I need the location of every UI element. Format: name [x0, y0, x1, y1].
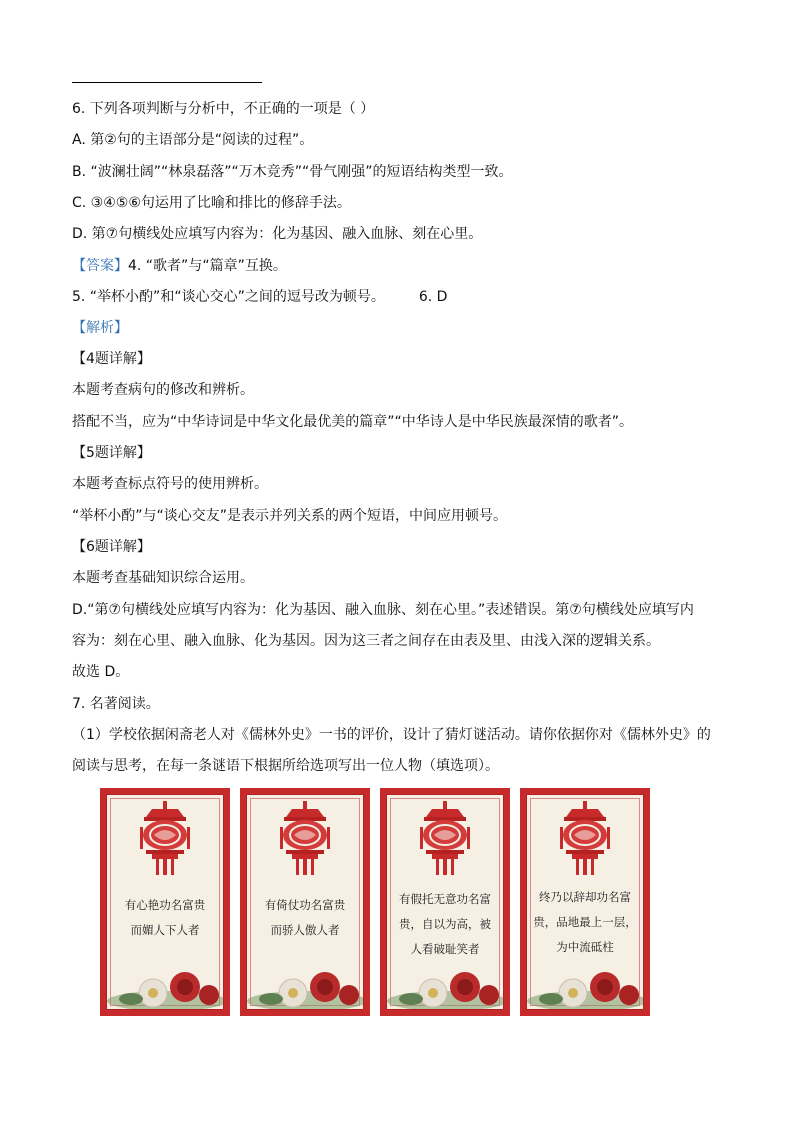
- q7-stem: 7. 名著阅读。: [72, 696, 160, 712]
- q6-option-c: C. ③④⑤⑥句运用了比喻和排比的修辞手法。: [72, 195, 351, 211]
- lantern-icon: [412, 801, 478, 875]
- riddle-card-1: [100, 788, 230, 1016]
- riddle-line: 贵，自以为高，被: [399, 917, 491, 931]
- lantern-icon: [272, 801, 338, 875]
- q6-option-a: A. 第②句的主语部分是“阅读的过程”。: [72, 132, 314, 148]
- riddle-line: 有倚仗功名富贵: [264, 898, 346, 912]
- answer-line-2: [72, 288, 447, 306]
- riddle-card-3: [380, 788, 510, 1016]
- q6-detail-text-2a: D.“第⑦句横线处应填写内容为：化为基因、融入血脉、刻在心里。”表述错误。第⑦句横线处应填写内: [72, 602, 694, 618]
- q5-detail-text-2: “举杯小酌”与“谈心交友”是表示并列关系的两个短语，中间应用顿号。: [72, 508, 508, 524]
- analysis-tag: 【解析】: [72, 320, 128, 336]
- riddle-card-4: [520, 788, 650, 1016]
- peony-flower-icon: [107, 951, 223, 1009]
- q6-option-d: D. 第⑦句横线处应填写内容为：化为基因、融入血脉、刻在心里。: [72, 226, 483, 242]
- answer-line: [72, 257, 287, 275]
- q4-detail-text-2: 搭配不当，应为“中华诗词是中华文化最优美的篇章”“中华诗人是中华民族最深情的歌者”。: [72, 414, 634, 430]
- q7-sub1-line-2: 阅读与思考，在每一条谜语下根据所给选项写出一位人物（填选项）。: [72, 758, 499, 774]
- riddle-line: 有心艳功名富贵: [124, 898, 206, 912]
- q6-detail-heading: 【6题详解】: [72, 539, 151, 555]
- q6-detail-text-1: 本题考查基础知识综合运用。: [72, 570, 254, 586]
- q6-conclusion: 故选 D。: [72, 664, 130, 680]
- q6-detail-text-2b: 容为：刻在心里、融入血脉、化为基因。因为这三者之间存在由表及里、由浅入深的逻辑关系。: [72, 633, 660, 649]
- lantern-icon: [132, 801, 198, 875]
- q6-option-b: B. “波澜壮阔”“林泉磊落”“万木竞秀”“骨气刚强”的短语结构类型一致。: [72, 164, 513, 180]
- answer-5: 5. “举杯小酌”和“谈心交心”之间的逗号改为顿号。: [72, 289, 385, 305]
- riddle-card-2: [240, 788, 370, 1016]
- lantern-icon: [552, 801, 618, 875]
- q7-sub1-line-1: （1）学校依据闲斋老人对《儒林外史》一书的评价，设计了猜灯谜活动。请你依据你对《儒林外史》的: [72, 727, 711, 743]
- q4-detail-text-1: 本题考查病句的修改和辨析。: [72, 382, 254, 398]
- footnote-separator: [72, 82, 262, 83]
- peony-flower-icon: [387, 951, 503, 1009]
- riddle-text: [253, 893, 357, 943]
- q6-stem: 6. 下列各项判断与分析中，不正确的一项是（ ）: [72, 101, 375, 117]
- riddle-text: [533, 885, 637, 960]
- riddle-line: 为中流砥柱: [556, 940, 614, 954]
- peony-flower-icon: [527, 951, 643, 1009]
- riddle-line: 贵，品地最上一层，: [533, 915, 637, 929]
- answer-4: 4. “歌者”与“篇章”互换。: [128, 258, 287, 274]
- riddle-line: 人看破耻笑者: [410, 942, 480, 956]
- q5-detail-text-1: 本题考查标点符号的使用辨析。: [72, 476, 268, 492]
- peony-flower-icon: [247, 951, 363, 1009]
- riddle-line: 有假托无意功名富: [399, 892, 491, 906]
- q4-detail-heading: 【4题详解】: [72, 351, 151, 367]
- answer-6: 6. D: [418, 289, 448, 305]
- riddle-cards: [100, 788, 650, 1016]
- riddle-line: 而媚人下人者: [130, 923, 200, 937]
- q5-detail-heading: 【5题详解】: [72, 445, 151, 461]
- riddle-line: 而骄人傲人者: [270, 923, 340, 937]
- riddle-line: 终乃以辞却功名富: [539, 890, 631, 904]
- answer-tag: 【答案】: [72, 258, 128, 274]
- riddle-text: [113, 893, 217, 943]
